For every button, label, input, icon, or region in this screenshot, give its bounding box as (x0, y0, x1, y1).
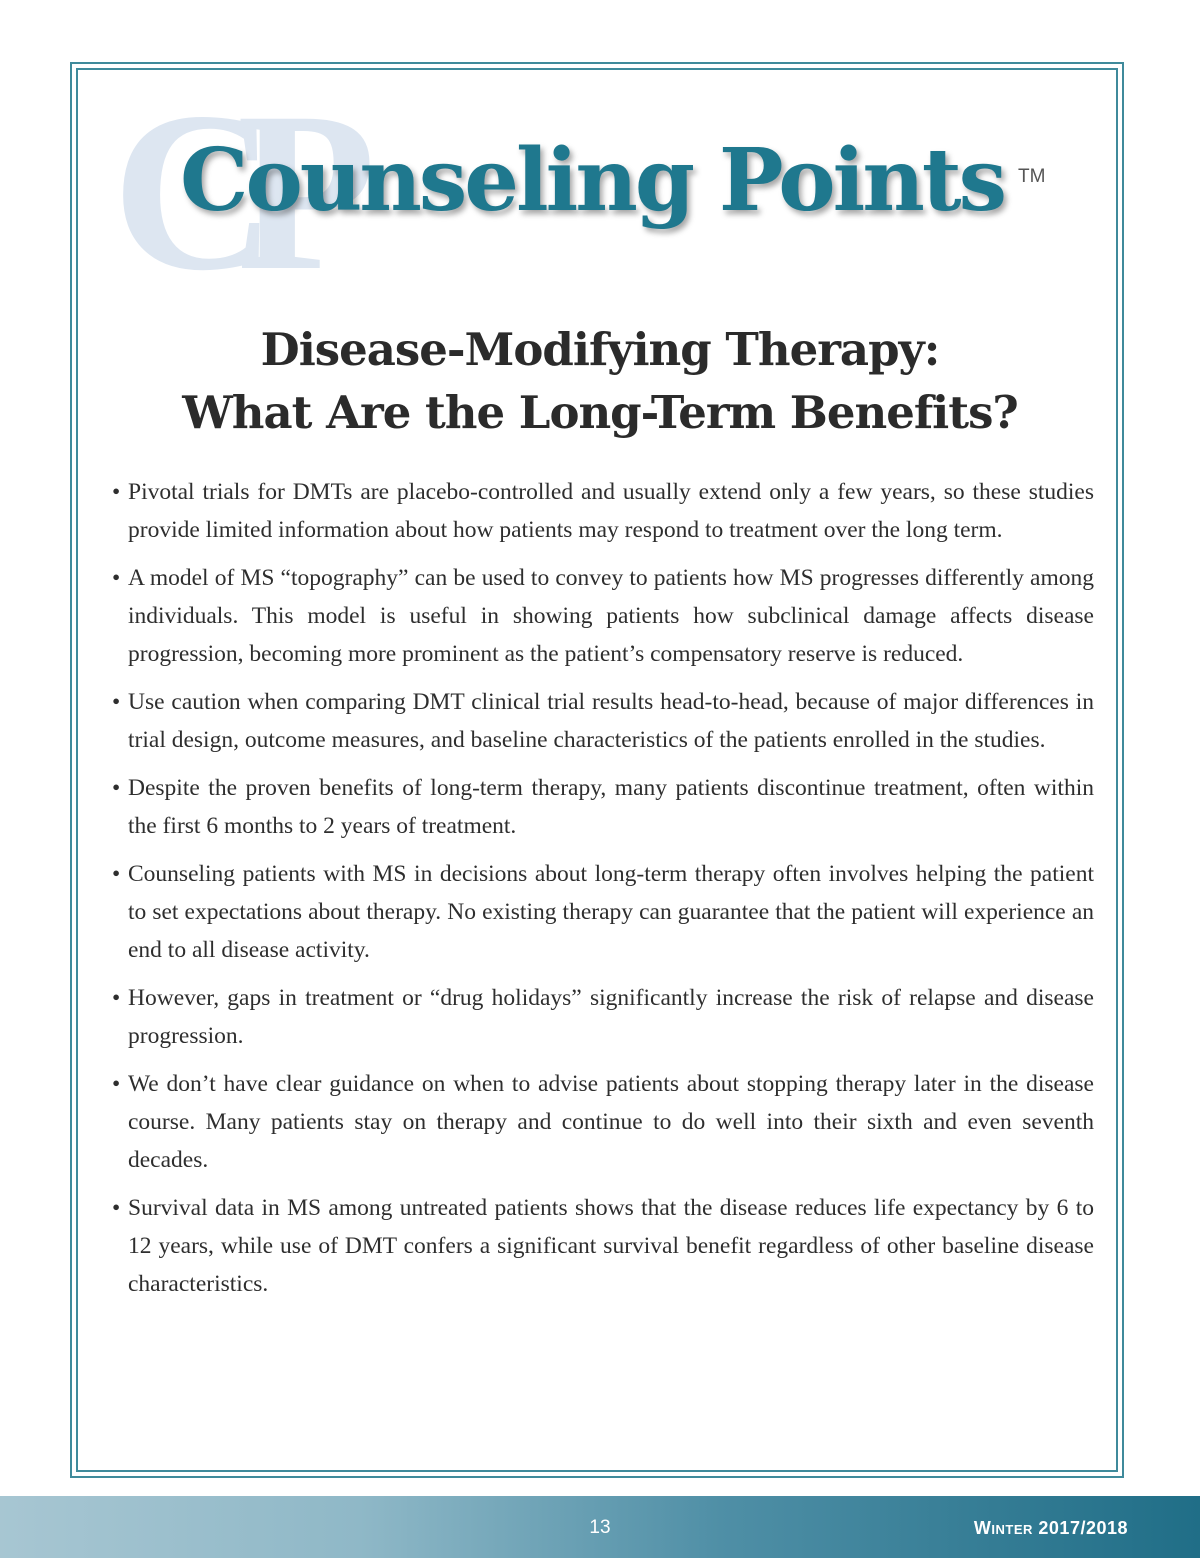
bullet-item (110, 769, 1094, 845)
headline-line-2: What Are the Long-Term Benefits? (182, 386, 1018, 439)
bullet-item (110, 979, 1094, 1055)
bullet-dot: • (112, 985, 121, 1011)
bullet-dot: • (112, 565, 121, 591)
brand-title: Counseling Points (180, 130, 1004, 231)
bullet-text: However, gaps in treatment or “drug holidays” significantly increase the risk of relapse and disease progression. (128, 985, 1094, 1049)
bullet-text: Use caution when comparing DMT clinical trial results head-to-head, because of major differences in trial design, outcome measures, and baseline characteristics of the patients enrolled in the studies. (128, 689, 1094, 753)
bullet-dot: • (112, 689, 121, 715)
bullet-list (110, 473, 1094, 1313)
page-number: 13 (589, 1517, 611, 1538)
bullet-dot: • (112, 1195, 121, 1221)
bullet-item (110, 1189, 1094, 1303)
bullet-item (110, 683, 1094, 759)
bullet-text: We don’t have clear guidance on when to advise patients about stopping therapy later in the disease course. Many patients stay on therapy and continue to do well into their sixth and even seventh decades. (128, 1071, 1094, 1173)
bullet-item (110, 855, 1094, 969)
bullet-item (110, 473, 1094, 549)
headline-line-1: Disease-Modifying Therapy: (260, 323, 940, 376)
trademark-mark: TM (1018, 166, 1046, 187)
bullet-item (110, 1065, 1094, 1179)
bullet-text: Pivotal trials for DMTs are placebo-controlled and usually extend only a few years, so these studies provide limited information about how patients may respond to treatment over the long term. (128, 479, 1094, 543)
bullet-text: Despite the proven benefits of long-term therapy, many patients discontinue treatment, often within the first 6 months to 2 years of treatment. (128, 775, 1094, 839)
issue-label: Winter 2017/2018 (973, 1518, 1128, 1538)
bullet-dot: • (112, 775, 121, 801)
bullet-dot: • (112, 479, 121, 505)
bullet-dot: • (112, 861, 121, 887)
cp-watermark-logo: CP (112, 66, 336, 318)
bullet-text: A model of MS “topography” can be used to convey to patients how MS progresses differently among individuals. This model is useful in showing patients how subclinical damage affects disease progression, becoming more prominent as the patient’s compensatory reserve is reduced. (128, 565, 1094, 667)
bullet-text: Survival data in MS among untreated patients shows that the disease reduces life expectancy by 6 to 12 years, while use of DMT confers a significant survival benefit regardless of other baseline disease characteristics. (128, 1195, 1094, 1297)
bullet-dot: • (112, 1071, 121, 1097)
bullet-text: Counseling patients with MS in decisions about long-term therapy often involves helping the patient to set expectations about therapy. No existing therapy can guarantee that the patient will experience an end to all disease activity. (128, 861, 1094, 963)
bullet-item (110, 559, 1094, 673)
